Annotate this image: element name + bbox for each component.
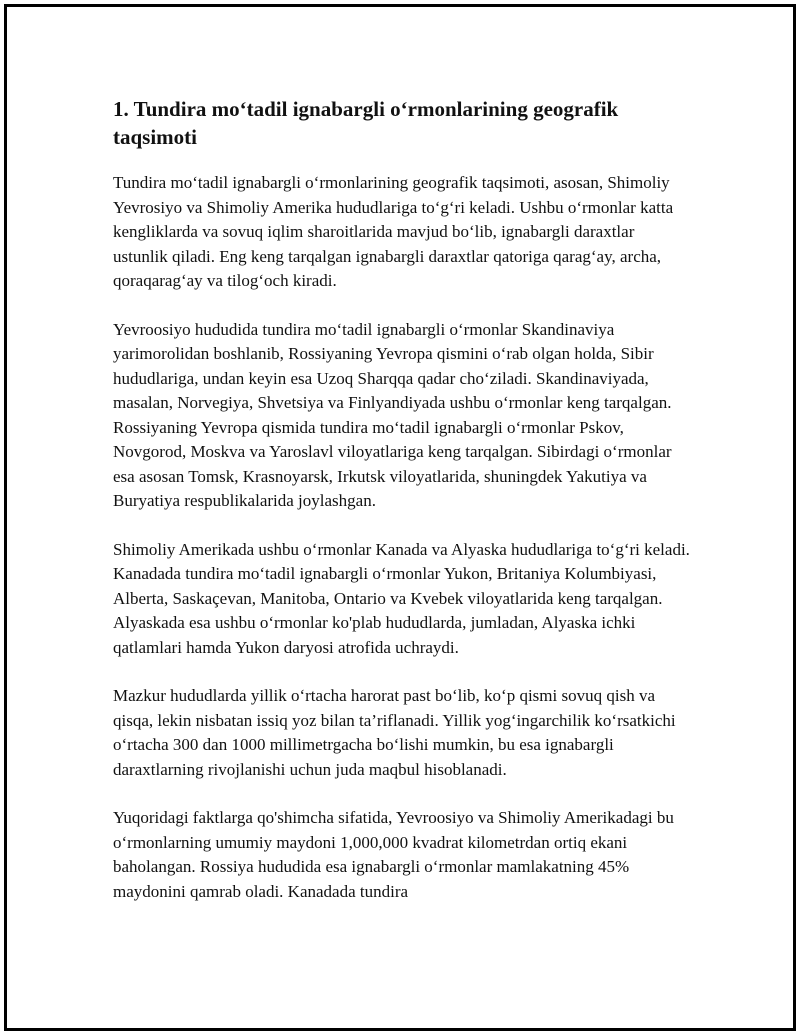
section-heading: 1. Tundira mo‘tadil ignabargli o‘rmonlarining geografik taqsimoti [113,97,619,149]
paragraph: Tundira mo‘tadil ignabargli o‘rmonlarining geografik taqsimoti, asosan, Shimoliy Yevrosiyo va Shimoliy Amerika hududlariga to‘g‘ri keladi. Ushbu o‘rmonlar katta kengliklarda va sovuq iqlim sharoitlarida mavjud bo‘lib, ignabargli daraxtlar ustunlik qiladi. Eng keng tarqalgan ignabargli daraxtlar qatoriga qarag‘ay, archa, qoraqarag‘ay va tilog‘och kiradi. [113,173,674,290]
paragraph: Shimoliy Amerikada ushbu o‘rmonlar Kanada va Alyaska hududlariga to‘g‘ri keladi. Kanadada tundira mo‘tadil ignabargli o‘rmonlar Yukon, Britaniya Kolumbiyasi, Alberta, Saskaçevan, Manitoba, Ontario va Kvebek viloyatlarida keng tarqalgan. Alyaskada esa ushbu o‘rmonlar ko'plab hududlarda, jumladan, Alyaska ichki qatlamlari hamda Yukon daryosi atrofida uchraydi. [113,539,690,657]
document-body [113,95,693,928]
paragraph: Yevroosiyo hududida tundira mo‘tadil ignabargli o‘rmonlar Skandinaviya yarimorolidan boshlanib, Rossiyaning Yevropa qismini o‘rab olgan holda, Sibir hududlariga, undan keyin esa Uzoq Sharqqa qadar cho‘ziladi. Skandinaviyada, masalan, Norvegiya, Shvetsiya va Finlyandiyada ushbu o‘rmonlar keng tarqalgan. Rossiyaning Yevropa qismida tundira mo‘tadil ignabargli o‘rmonlar Pskov, Novgorod, Moskva va Yaroslavl viloyatlariga keng tarqalgan. Sibirdagi o‘rmonlar esa asosan Tomsk, Krasnoyarsk, Irkutsk viloyatlarida, shuningdek Yakutiya va Buryatiya respublikalarida joylashgan. [113,319,672,510]
paragraph: Yuqoridagi faktlarga qo'shimcha sifatida, Yevroosiyo va Shimoliy Amerikadagi bu o‘rmonlarning umumiy maydoni 1,000,000 kvadrat kilometrdan ortiq ekani baholangan. Rossiya hududida esa ignabargli o‘rmonlar mamlakatning 45% maydonini qamrab oladi. Kanadada tundira [113,808,674,901]
paragraph: Mazkur hududlarda yillik o‘rtacha harorat past bo‘lib, ko‘p qismi sovuq qish va qisqa, lekin nisbatan issiq yoz bilan ta’riflanadi. Yillik yog‘ingarchilik ko‘rsatkichi o‘rtacha 300 dan 1000 millimetrgacha bo‘lishi mumkin, bu esa ignabargli daraxtlarning rivojlanishi uchun juda maqbul hisoblanadi. [113,686,676,779]
